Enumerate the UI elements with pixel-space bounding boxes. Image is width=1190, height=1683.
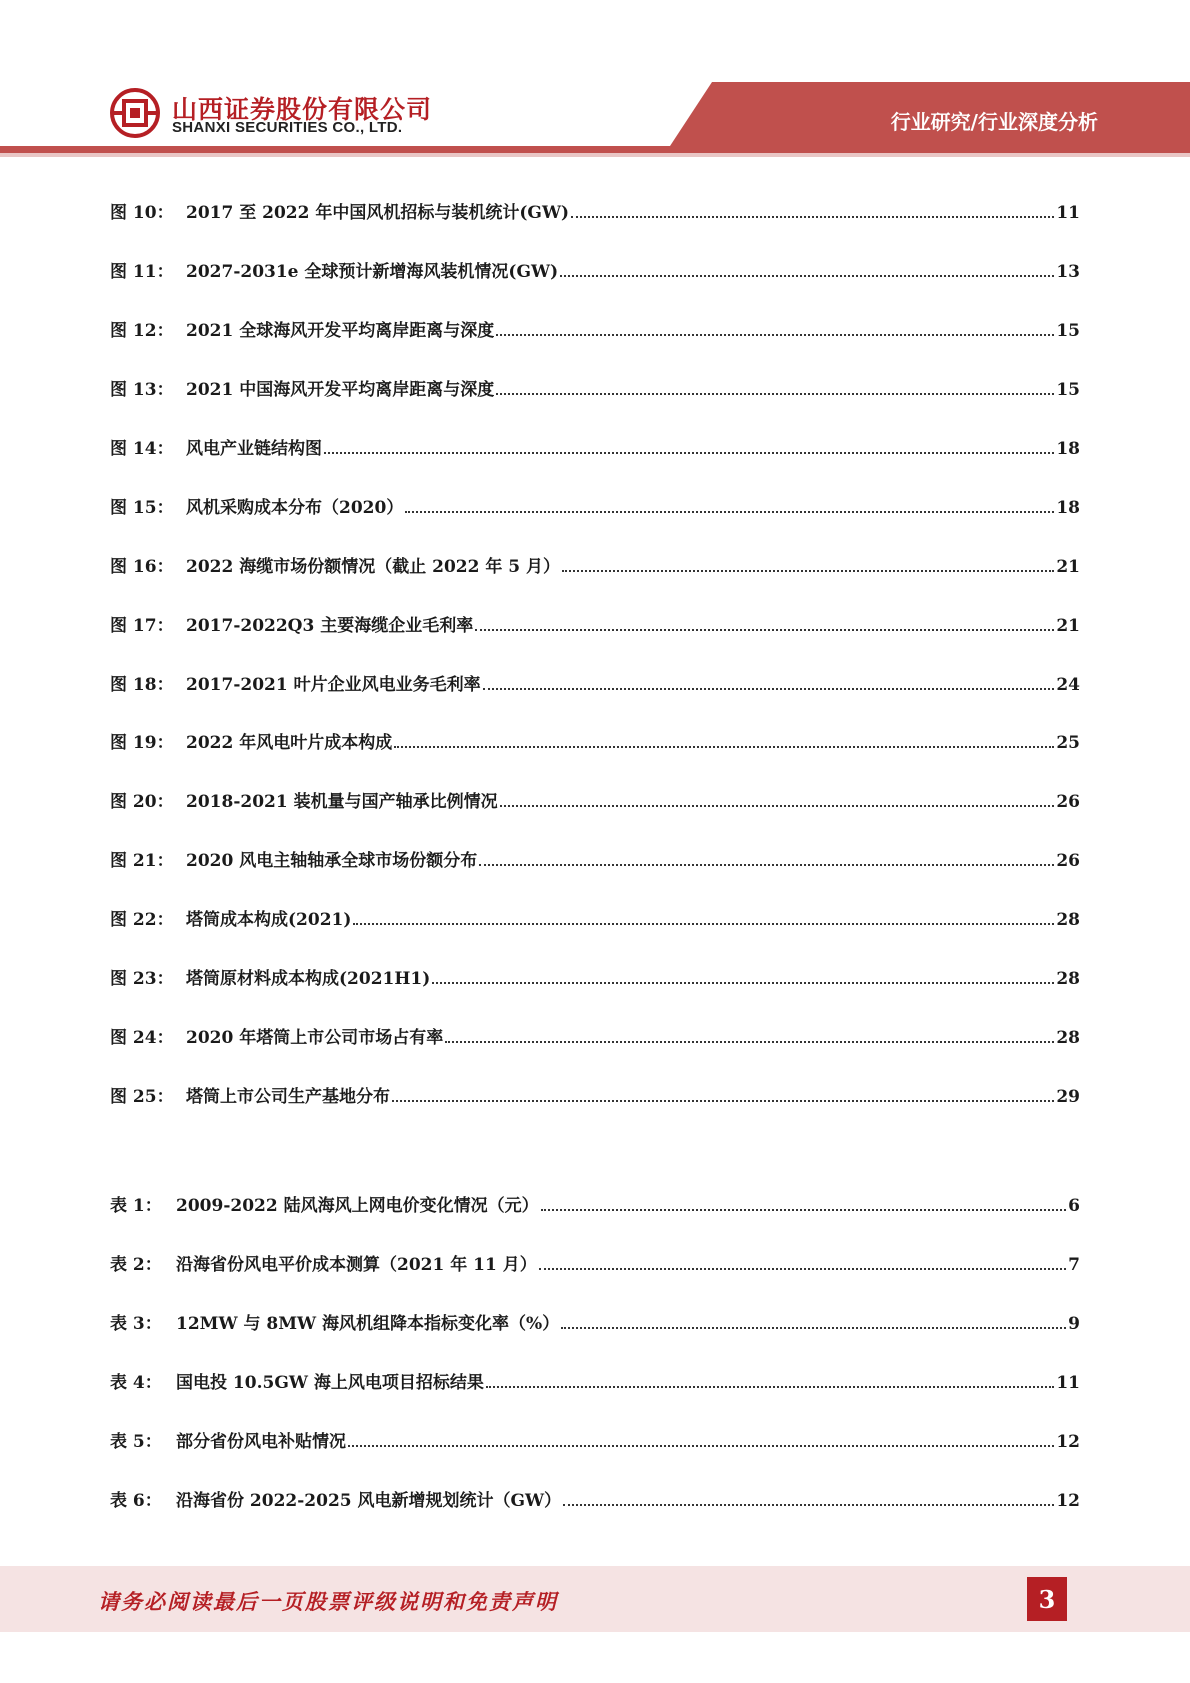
entry-label: 图 10： <box>110 203 174 223</box>
entry-page: 26 <box>1056 792 1080 812</box>
table-entry[interactable] <box>110 1421 1080 1451</box>
dot-leader <box>496 393 1054 395</box>
dot-leader <box>475 629 1054 631</box>
figure-entry[interactable] <box>110 487 1080 517</box>
entry-page: 28 <box>1056 969 1080 989</box>
dot-leader <box>394 746 1054 748</box>
dot-leader <box>500 805 1055 807</box>
dot-leader <box>562 570 1054 572</box>
entry-title: 2020 年塔筒上市公司市场占有率 <box>186 1028 444 1048</box>
entry-label: 图 12： <box>110 321 174 341</box>
entry-label: 表 1： <box>110 1196 162 1216</box>
figure-entry[interactable] <box>110 899 1080 929</box>
table-entry[interactable] <box>110 1480 1080 1510</box>
figure-entry[interactable] <box>110 310 1080 340</box>
entry-label: 图 13： <box>110 380 174 400</box>
entry-label: 图 23： <box>110 969 174 989</box>
entry-page: 18 <box>1056 439 1080 459</box>
dot-leader <box>479 864 1054 866</box>
figure-entry[interactable] <box>110 546 1080 576</box>
dot-leader <box>353 923 1054 925</box>
entry-page: 6 <box>1068 1196 1080 1216</box>
entry-title: 沿海省份 2022-2025 风电新增规划统计（GW） <box>176 1491 562 1511</box>
entry-title: 2021 中国海风开发平均离岸距离与深度 <box>186 380 495 400</box>
entry-title: 2020 风电主轴轴承全球市场份额分布 <box>186 851 478 871</box>
entry-page: 12 <box>1056 1432 1080 1452</box>
figure-entry[interactable] <box>110 664 1080 694</box>
entry-page: 28 <box>1056 910 1080 930</box>
entry-title: 2022 海缆市场份额情况（截止 2022 年 5 月） <box>186 557 561 577</box>
entry-label: 图 25： <box>110 1087 174 1107</box>
dot-leader <box>432 982 1054 984</box>
figure-entry[interactable] <box>110 722 1080 752</box>
entry-title: 塔筒成本构成(2021) <box>186 910 352 930</box>
entry-title: 2017-2022Q3 主要海缆企业毛利率 <box>186 616 474 636</box>
entry-page: 11 <box>1056 1373 1080 1393</box>
dot-leader <box>405 511 1054 513</box>
entry-label: 图 19： <box>110 733 174 753</box>
dot-leader <box>486 1386 1054 1388</box>
figure-entry[interactable] <box>110 781 1080 811</box>
dot-leader <box>561 1327 1066 1329</box>
entry-title: 风电产业链结构图 <box>186 439 322 459</box>
entry-title: 部分省份风电补贴情况 <box>176 1432 346 1452</box>
entry-label: 图 15： <box>110 498 174 518</box>
entry-label: 图 21： <box>110 851 174 871</box>
dot-leader <box>541 1209 1067 1211</box>
entry-label: 图 18： <box>110 675 174 695</box>
entry-page: 24 <box>1056 675 1080 695</box>
company-name-en: SHANXI SECURITIES CO., LTD. <box>172 119 403 136</box>
figure-entry[interactable] <box>110 605 1080 635</box>
entry-title: 塔筒原材料成本构成(2021H1) <box>186 969 431 989</box>
figure-entry[interactable] <box>110 192 1080 222</box>
entry-label: 表 2： <box>110 1255 162 1275</box>
entry-page: 26 <box>1056 851 1080 871</box>
entry-page: 13 <box>1056 262 1080 282</box>
entry-title: 12MW 与 8MW 海风机组降本指标变化率（%） <box>176 1314 560 1334</box>
company-logo-icon <box>110 88 160 138</box>
section-title: 行业研究/行业深度分析 <box>890 110 1098 134</box>
page-number: 3 <box>1027 1577 1067 1621</box>
entry-label: 图 17： <box>110 616 174 636</box>
entry-label: 表 5： <box>110 1432 162 1452</box>
dot-leader <box>445 1041 1054 1043</box>
entry-page: 9 <box>1068 1314 1080 1334</box>
figure-entry[interactable] <box>110 840 1080 870</box>
figure-entry[interactable] <box>110 958 1080 988</box>
entry-page: 29 <box>1056 1087 1080 1107</box>
entry-label: 图 20： <box>110 792 174 812</box>
entry-page: 15 <box>1056 380 1080 400</box>
entry-label: 表 3： <box>110 1314 162 1334</box>
figure-entry[interactable] <box>110 251 1080 281</box>
dot-leader <box>496 334 1054 336</box>
table-entry[interactable] <box>110 1244 1080 1274</box>
entry-title: 2021 全球海风开发平均离岸距离与深度 <box>186 321 495 341</box>
dot-leader <box>483 688 1055 690</box>
table-entry[interactable] <box>110 1303 1080 1333</box>
entry-page: 7 <box>1068 1255 1080 1275</box>
entry-title: 塔筒上市公司生产基地分布 <box>186 1087 390 1107</box>
entry-title: 2017 至 2022 年中国风机招标与装机统计(GW) <box>186 203 570 223</box>
entry-page: 18 <box>1056 498 1080 518</box>
dot-leader <box>392 1100 1054 1102</box>
entry-title: 2022 年风电叶片成本构成 <box>186 733 393 753</box>
table-entry[interactable] <box>110 1185 1080 1215</box>
entry-label: 图 14： <box>110 439 174 459</box>
entry-title: 2017-2021 叶片企业风电业务毛利率 <box>186 675 481 695</box>
figure-entry[interactable] <box>110 369 1080 399</box>
entry-label: 表 6： <box>110 1491 162 1511</box>
entry-title: 沿海省份风电平价成本测算（2021 年 11 月） <box>176 1255 537 1275</box>
entry-page: 21 <box>1056 557 1080 577</box>
entry-page: 11 <box>1056 203 1080 223</box>
entry-label: 表 4： <box>110 1373 162 1393</box>
disclaimer-notice: 请务必阅读最后一页股票评级说明和免责声明 <box>98 1589 558 1614</box>
entry-page: 15 <box>1056 321 1080 341</box>
figure-entry[interactable] <box>110 1017 1080 1047</box>
dot-leader <box>571 216 1054 218</box>
entry-page: 25 <box>1056 733 1080 753</box>
dot-leader <box>348 1445 1054 1447</box>
dot-leader <box>539 1268 1066 1270</box>
entry-title: 2018-2021 装机量与国产轴承比例情况 <box>186 792 498 812</box>
entry-title: 2009-2022 陆风海风上网电价变化情况（元） <box>176 1196 539 1216</box>
entry-label: 图 16： <box>110 557 174 577</box>
dot-leader <box>560 275 1054 277</box>
page-header <box>0 0 1190 160</box>
entry-page: 28 <box>1056 1028 1080 1048</box>
entry-title: 2027-2031e 全球预计新增海风装机情况(GW) <box>186 262 559 282</box>
entry-page: 12 <box>1056 1491 1080 1511</box>
page-footer <box>0 1566 1190 1632</box>
entry-label: 图 22： <box>110 910 174 930</box>
entry-label: 图 24： <box>110 1028 174 1048</box>
figure-entry[interactable] <box>110 1076 1080 1106</box>
header-band <box>0 0 1190 160</box>
table-entry[interactable] <box>110 1362 1080 1392</box>
dot-leader <box>563 1504 1054 1506</box>
entry-label: 图 11： <box>110 262 174 282</box>
company-name-cn: 山西证券股份有限公司 <box>172 95 433 124</box>
figure-entry[interactable] <box>110 428 1080 458</box>
entry-page: 21 <box>1056 616 1080 636</box>
entry-title: 国电投 10.5GW 海上风电项目招标结果 <box>176 1373 484 1393</box>
entry-title: 风机采购成本分布（2020） <box>186 498 404 518</box>
dot-leader <box>324 452 1054 454</box>
